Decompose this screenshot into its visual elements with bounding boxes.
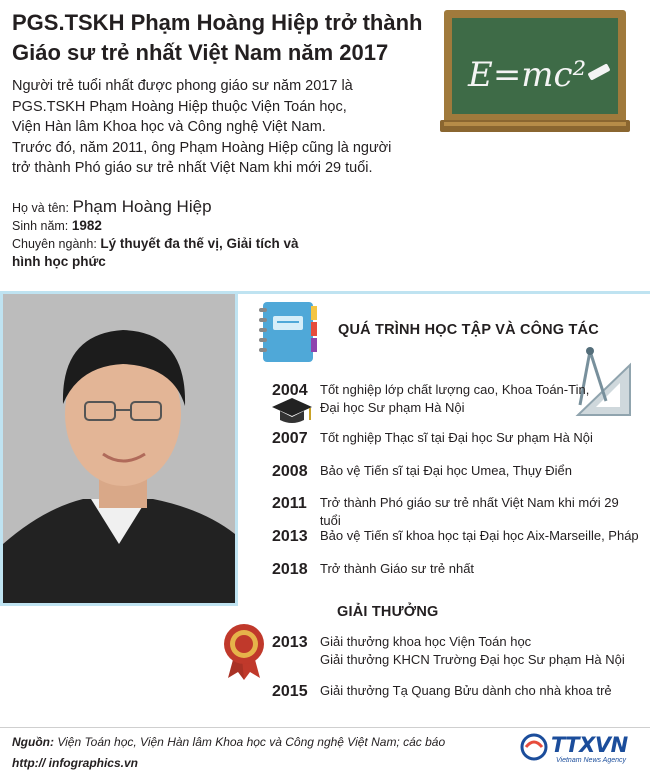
award-text: Giải thưởng Tạ Quang Bửu dành cho nhà khoa trẻ (320, 683, 612, 698)
source-label: Nguồn: (12, 735, 54, 749)
award-text-line: Giải thưởng khoa học Viện Toán học (320, 634, 532, 649)
award-text-line: Giải thưởng KHCN Trường Đại học Sư phạm Hà Nội (320, 652, 625, 667)
education-year: 2018 (272, 561, 308, 578)
ttxvn-logo-text: TTXVN (551, 733, 628, 757)
education-year: 2008 (272, 463, 308, 480)
award-year: 2013 (272, 634, 308, 651)
name-label: Họ và tên: (12, 201, 69, 215)
education-heading: QUÁ TRÌNH HỌC TẬP VÀ CÔNG TÁC (338, 322, 599, 338)
intro-paragraph (12, 76, 412, 179)
education-text: Bảo vệ Tiến sĩ tại Đại học Umea, Thụy Điển (320, 463, 572, 478)
title-line-1: PGS.TSKH Phạm Hoàng Hiệp trở thành (12, 10, 423, 35)
education-item (272, 462, 642, 482)
education-text: Bảo vệ Tiến sĩ khoa học tại Đại học Aix-Marseille, Pháp (320, 528, 639, 543)
major-value-line1: Lý thuyết đa thế vị, Giải tích và (100, 236, 299, 251)
intro-line: Người trẻ tuổi nhất được phong giáo sư năm 2017 là (12, 78, 353, 94)
award-year: 2015 (272, 683, 308, 700)
education-item (272, 560, 642, 580)
education-year: 2013 (272, 528, 308, 545)
education-item (272, 494, 642, 530)
birth-value: 1982 (71, 218, 102, 233)
education-item (272, 527, 642, 547)
major-value-line2: hình học phức (12, 254, 106, 269)
intro-line: Trước đó, năm 2011, ông Phạm Hoàng Hiệp cũng là người (12, 139, 392, 156)
intro-line: trở thành Phó giáo sư trẻ nhất Việt Nam khi mới 29 tuổi. (12, 160, 373, 176)
profile-major-row (12, 235, 342, 253)
blackboard-formula: E=mc² (468, 55, 587, 95)
name-value: Phạm Hoàng Hiệp (72, 197, 212, 216)
education-text-line: Đại học Sư phạm Hà Nội (320, 400, 465, 415)
education-year: 2007 (272, 430, 308, 447)
site-link[interactable]: http:// infographics.vn (12, 756, 138, 770)
notebook-icon (255, 298, 321, 364)
award-text (318, 633, 625, 669)
major-label: Chuyên ngành: (12, 237, 97, 251)
awards-heading: GIẢI THƯỞNG (337, 604, 439, 620)
title-line-2: Giáo sư trẻ nhất Việt Nam năm 2017 (12, 40, 389, 65)
education-text: Trở thành Phó giáo sư trẻ nhất Việt Nam khi mới 29 tuổi (319, 495, 619, 528)
portrait-frame (0, 291, 238, 606)
source-text: Viện Toán học, Viện Hàn lâm Khoa học và Công nghệ Việt Nam; các báo (53, 735, 446, 749)
education-text: Tốt nghiệp Thạc sĩ tại Đại học Sư phạm Hà Nội (320, 430, 593, 445)
award-item (272, 682, 642, 702)
intro-line: PGS.TSKH Phạm Hoàng Hiệp thuộc Viện Toán học, (12, 98, 347, 115)
education-text: Trở thành Giáo sư trẻ nhất (320, 561, 475, 576)
profile-info (12, 198, 342, 271)
ttxvn-logo-subtitle: Vietnam News Agency (556, 757, 627, 764)
portrait-photo (3, 294, 235, 603)
profile-name-row (12, 198, 342, 217)
education-text (318, 381, 589, 417)
education-year: 2011 (272, 495, 307, 512)
education-item (272, 429, 642, 449)
page-title (12, 8, 432, 68)
medal-icon (222, 622, 266, 680)
education-item (272, 381, 642, 417)
footer-divider (0, 727, 650, 728)
intro-line: Viện Hàn lâm Khoa học và Công nghệ Việt Nam. (12, 119, 326, 135)
portrait-illustration (3, 294, 235, 603)
profile-birth-row (12, 217, 342, 235)
blackboard-illustration (440, 8, 630, 134)
source-note (12, 735, 445, 749)
award-item (272, 633, 642, 669)
education-year: 2004 (272, 382, 308, 399)
ttxvn-logo-icon (520, 733, 548, 761)
birth-label: Sinh năm: (12, 219, 69, 233)
education-text-line: Tốt nghiệp lớp chất lượng cao, Khoa Toán-Tin, (320, 382, 590, 397)
profile-major-row-2 (12, 253, 342, 271)
